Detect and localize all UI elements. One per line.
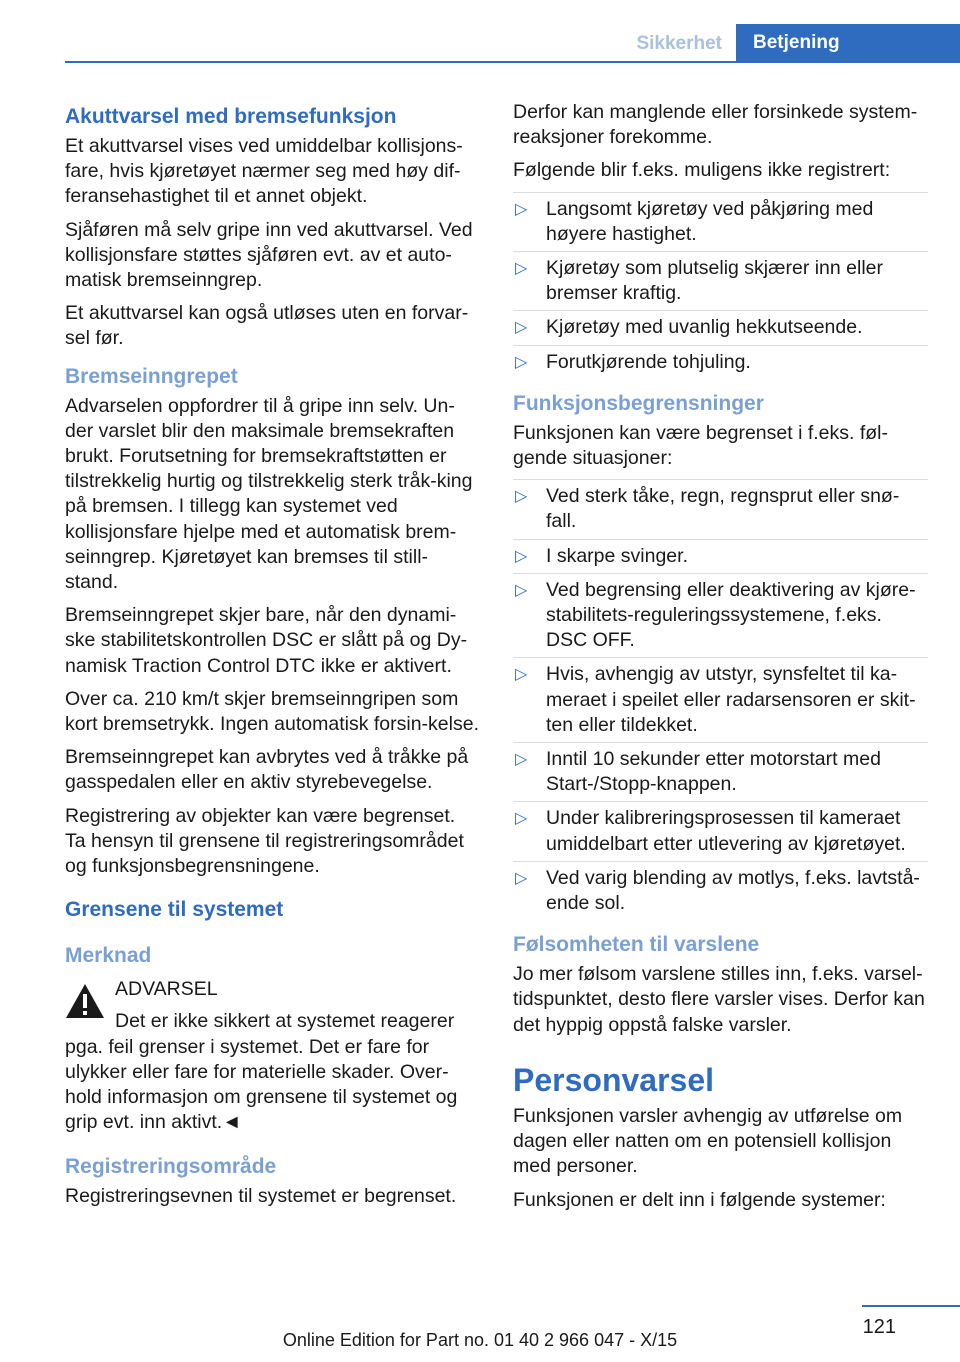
heading-bremseinngrepet: Bremseinngrepet — [65, 364, 238, 388]
list-item: ▷ Inntil 10 sekunder etter motorstart med Start-/Stopp-knappen. — [513, 742, 928, 801]
footer-rule — [862, 1305, 960, 1307]
paragraph: Registreringsevnen til systemet er begrenset. — [65, 1184, 457, 1207]
triangle-bullet-icon: ▷ — [515, 869, 528, 887]
heading-folsomheten: Følsomheten til varslene — [513, 933, 760, 957]
list-item: ▷ Ved sterk tåke, regn, regnsprut eller snø-fall. — [513, 479, 928, 538]
triangle-bullet-icon: ▷ — [515, 353, 528, 371]
paragraph: Over ca. 210 km/t skjer bremseinngripen som kort bremsetrykk. Ingen automatisk forsin-kelse. — [65, 687, 479, 736]
list-not-registered — [513, 192, 928, 379]
paragraph: Funksjonen varsler avhengig av utførelse om dagen eller natten om en potensiell kollisjon med personer. — [513, 1104, 903, 1178]
list-limitations — [513, 479, 928, 920]
list-item: ▷ I skarpe svinger. — [513, 539, 928, 573]
warning-line: Det er ikke sikkert at systemet reagerer — [115, 1010, 455, 1033]
paragraph: Følgende blir f.eks. muligens ikke registrert: — [513, 159, 891, 182]
triangle-bullet-icon: ▷ — [515, 666, 528, 684]
warning-triangle-icon — [65, 983, 105, 1019]
paragraph: Funksjonen kan være begrenset i f.eks. føl-gende situasjoner: — [513, 421, 889, 470]
triangle-bullet-icon: ▷ — [515, 260, 528, 278]
edition-footer: Online Edition for Part no. 01 40 2 966 047 - X/15 — [282, 1330, 678, 1350]
paragraph: Et akuttvarsel kan også utløses uten en forvar-sel før. — [65, 302, 469, 350]
triangle-bullet-icon: ▷ — [515, 751, 528, 769]
triangle-bullet-icon: ▷ — [515, 488, 528, 506]
warning-text: pga. feil grenser i systemet. Det er fare for ulykker eller fare for materielle skader. Over-hold informasjon om grensene til systemet og grip evt. inn aktivt.◄ — [65, 1035, 458, 1134]
page-number: 121 — [862, 1316, 896, 1338]
left-column — [65, 100, 480, 1217]
paragraph: Et akuttvarsel vises ved umiddelbar kollisjons-fare, hvis kjøretøyet nærmer seg med høy dif-feransehastighet til et annet objekt. — [65, 135, 463, 208]
triangle-bullet-icon: ▷ — [515, 200, 528, 218]
triangle-bullet-icon: ▷ — [515, 547, 528, 565]
paragraph: Bremseinngrepet kan avbrytes ved å tråkke på gasspedalen eller en aktiv styrebevegelse. — [65, 746, 469, 794]
paragraph: Registrering av objekter kan være begrenset. Ta hensyn til grensene til registreringsområdet og funksjonsbegrensningene. — [65, 804, 464, 878]
list-item: ▷ Under kalibreringsprosessen til kameraet umiddelbart etter utlevering av kjøretøyet. — [513, 801, 928, 860]
paragraph: Derfor kan manglende eller forsinkede system-reaksjoner forekomme. — [513, 101, 918, 149]
triangle-bullet-icon: ▷ — [515, 581, 528, 599]
paragraph: Funksjonen er delt inn i følgende systemer: — [513, 1188, 886, 1211]
warning-block — [65, 977, 480, 1135]
right-column — [513, 100, 928, 1221]
paragraph: Jo mer følsom varslene stilles inn, f.eks. varsel-tidspunktet, desto flere varsler vises. Derfor kan det hyppig oppstå falske varsler. — [513, 963, 925, 1036]
heading-registreringsomrade: Registreringsområde — [65, 1154, 277, 1178]
heading-funksjonsbegrensninger: Funksjonsbegrensninger — [513, 391, 764, 415]
triangle-bullet-icon: ▷ — [515, 810, 528, 828]
paragraph: Sjåføren må selv gripe inn ved akuttvarsel. Ved kollisjonsfare støttes sjåføren evt. av et auto-matisk bremseinngrep. — [65, 218, 473, 292]
list-item: ▷ Kjøretøy som plutselig skjærer inn eller bremser kraftig. — [513, 251, 928, 310]
tab-sikkerhet[interactable]: Sikkerhet — [636, 33, 722, 54]
list-item: ▷ Ved begrensing eller deaktivering av kjøre-stabilitets-reguleringssystemene, f.eks. DSC OFF. — [513, 573, 928, 658]
paragraph: Bremseinngrepet skjer bare, når den dynami-ske stabilitetskontrollen DSC er slått på og Dy-namisk Traction Control DTC ikke er aktivert. — [65, 604, 468, 677]
paragraph: Advarselen oppfordrer til å gripe inn selv. Un-der varslet blir den maksimale bremsekraften brukt. Forutsetning for bremsekraftstøtten er tilstrekkelig hurtig og tilstrekkelig sterk tråk-king på bremsen. I tillegg kan systemet ved kollisjonsfare hjelpe med et automatisk brem-seinngrep. Kjøretøyet kan bremses til still-stand. — [65, 394, 473, 594]
triangle-bullet-icon: ▷ — [515, 319, 528, 337]
list-item: ▷ Kjøretøy med uvanlig hekkutseende. — [513, 310, 928, 344]
list-item: ▷ Hvis, avhengig av utstyr, synsfeltet til ka-meraet i speilet eller radarsensoren er skit-ten eller tildekket. — [513, 657, 928, 742]
warning-title: ADVARSEL — [115, 978, 218, 1001]
list-item: ▷ Langsomt kjøretøy ved påkjøring med høyere hastighet. — [513, 192, 928, 251]
heading-akuttvarsel: Akuttvarsel med bremsefunksjon — [65, 105, 397, 128]
list-item: ▷ Forutkjørende tohjuling. — [513, 345, 928, 379]
heading-merknad: Merknad — [65, 944, 152, 968]
heading-grensene: Grensene til systemet — [65, 898, 284, 922]
tab-betjening[interactable]: Betjening — [736, 24, 960, 62]
heading-personvarsel: Personvarsel — [513, 1061, 715, 1098]
list-item: ▷ Ved varig blending av motlys, f.eks. lavtstå-ende sol. — [513, 861, 928, 920]
